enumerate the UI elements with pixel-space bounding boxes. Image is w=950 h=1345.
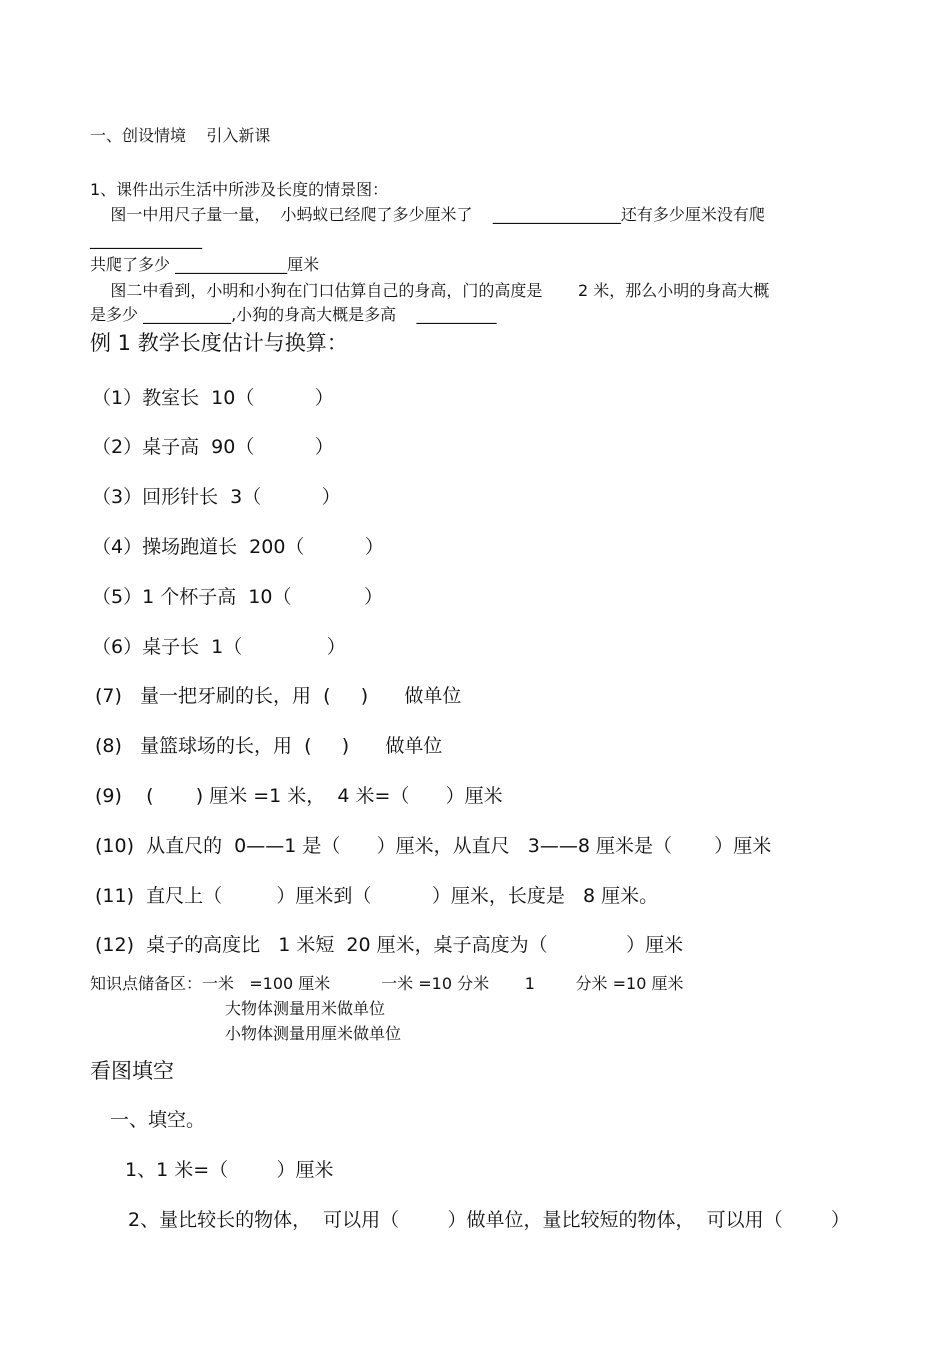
- fill-heading: 一、填空。: [110, 1109, 206, 1131]
- intro-line-3: ______________: [90, 230, 202, 249]
- question-item: (12) 桌子的高度比 1 米短 20 厘米，桌子高度为（ ）厘米: [95, 934, 684, 956]
- intro-line-1: 1、课件出示生活中所涉及长度的情景图：: [90, 180, 389, 199]
- section-heading: 一、创设情境 引入新课: [90, 126, 271, 145]
- question-item: （5）1 个杯子高 10（ ）: [92, 586, 383, 608]
- fill-item: 2、量比较长的物体， 可以用（ ）做单位，量比较短的物体， 可以用（ ）: [128, 1209, 850, 1231]
- question-item: （1）教室长 10（ ）: [92, 387, 334, 409]
- intro-line-4: 共爬了多少 ______________厘米: [90, 255, 320, 274]
- intro-line-2: 图一中用尺子量一量， 小蚂蚁已经爬了多少厘米了 ________________还有多少厘米没有爬: [90, 205, 765, 224]
- question-item: （4）操场跑道长 200（ ）: [92, 536, 384, 558]
- question-item: (10) 从直尺的 0——1 是（ ）厘米，从直尺 3——8 厘米是（ ）厘米: [95, 835, 772, 857]
- question-item: (7) 量一把牙刷的长，用 ( ) 做单位: [95, 685, 462, 707]
- knowledge-line-3: 小物体测量用厘米做单位: [225, 1024, 402, 1043]
- question-item: （6）桌子长 1（ ）: [92, 636, 346, 658]
- look-fill-title: 看图填空: [90, 1059, 174, 1083]
- question-item: （3）回形针长 3（ ）: [92, 486, 341, 508]
- intro-line-5: 图二中看到，小明和小狗在门口估算自己的身高，门的高度是 2 米，那么小明的身高大概: [90, 281, 770, 300]
- question-item: (11) 直尺上（ ）厘米到（ ）厘米，长度是 8 厘米。: [95, 885, 659, 907]
- fill-item: 1、1 米=（ ）厘米: [125, 1159, 334, 1181]
- knowledge-line-1: 知识点储备区：一米 =100 厘米 一米 =10 分米 1 分米 =10 厘米: [90, 974, 684, 993]
- intro-line-6: 是多少 ___________,小狗的身高大概是多高 __________: [90, 305, 497, 324]
- example-title: 例 1 教学长度估计与换算：: [90, 331, 348, 355]
- question-item: (8) 量篮球场的长，用 ( ) 做单位: [95, 735, 443, 757]
- knowledge-line-2: 大物体测量用米做单位: [225, 999, 386, 1018]
- question-item: （2）桌子高 90（ ）: [92, 436, 334, 458]
- question-item: (9) ( ) 厘米 =1 米， 4 米=（ ）厘米: [95, 785, 503, 807]
